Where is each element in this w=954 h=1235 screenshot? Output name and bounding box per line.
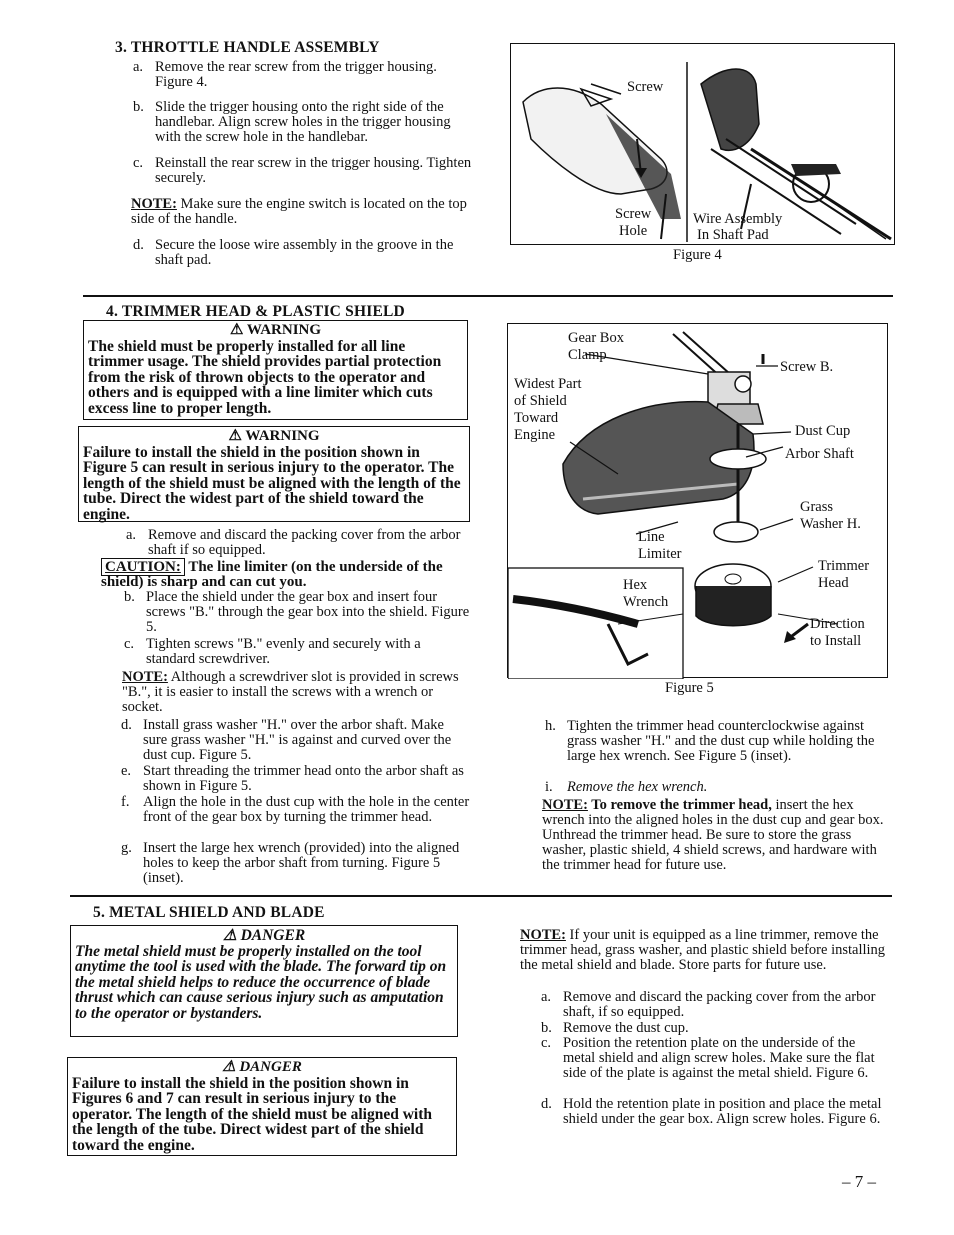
figure-4-label-screw-hole-1: Screw (615, 206, 652, 222)
step-text: Slide the trigger housing onto the right side of the handlebar. Align screw holes in the trigger housing with the screw hole in the handlebar. (155, 99, 451, 145)
figure-5-label-grass-1: Grass (800, 499, 834, 515)
figure-5-label-direction-1: Direction (810, 616, 865, 632)
step-text: Remove the rear screw from the trigger housing. Figure 4. (155, 59, 437, 90)
step-text: Remove the dust cup. (563, 1020, 689, 1036)
warning-2-text: Failure to install the shield in the position shown in Figure 5 can result in serious injury to the operator. The length of the shield must be aligned with the length of the tube. Direct the widest part of the shield toward the engine. (83, 443, 461, 523)
figure-4 (510, 43, 895, 245)
warning-1-heading: ⚠ WARNING (229, 322, 322, 338)
step-key: b. (124, 589, 135, 605)
note-text: insert the hex wrench into the aligned holes in the dust cup and gear box. Unthread the trimmer head. Be sure to store the grass washer, plastic shield, 4 shield screws, and hardware with the trimmer head for future use. (542, 797, 884, 873)
danger-box-1 (70, 925, 458, 1037)
figure-5-label-dust-cup: Dust Cup (795, 423, 851, 439)
figure-5-label-trimmer-1: Trimmer (818, 558, 870, 574)
section-4-step-e (121, 764, 471, 794)
section-4-step-b (124, 590, 471, 635)
section-5-step-c (541, 1036, 890, 1081)
section-divider (70, 895, 892, 897)
section-5-step-b (541, 1021, 890, 1036)
step-key: d. (121, 717, 132, 733)
step-text: Place the shield under the gear box and insert four screws "B." through the gear box into the shield. Figure 5. (146, 589, 470, 635)
step-key: e. (121, 763, 132, 779)
step-text: Remove the hex wrench. (567, 779, 708, 795)
section-4-step-h (545, 719, 890, 764)
warning-box-1 (83, 320, 468, 420)
section-4-title: 4. TRIMMER HEAD & PLASTIC SHIELD (106, 303, 405, 320)
step-key: b. (541, 1020, 552, 1036)
section-4-step-f (121, 795, 471, 825)
section-4-step-a (126, 528, 471, 558)
note-text: If your unit is equipped as a line trimmer, remove the trimmer head, grass washer, and plastic shield before installing the metal shield and blade. Store parts for future use. (520, 927, 886, 973)
step-text: Align the hole in the dust cup with the hole in the center front of the gear box by turning the trimmer head. (143, 794, 470, 825)
step-text: Install grass washer "H." over the arbor shaft. Make sure grass washer "H." is against and curved over the dust cup. Figure 5. (143, 717, 452, 763)
section-4-step-g (121, 841, 471, 886)
figure-5-label-gear-box-1: Gear Box (568, 330, 624, 346)
note-text: Although a screwdriver slot is provided in screws "B.", it is easier to install the screws with a wrench or socket. (122, 669, 459, 715)
figure-5-label-direction-2: to Install (810, 633, 862, 649)
section-3-title: 3. THROTTLE HANDLE ASSEMBLY (115, 39, 380, 56)
section-3-step-a (133, 60, 478, 90)
figure-5 (507, 323, 888, 678)
section-4-caution (101, 560, 473, 590)
figure-5-label-line-2: Limiter (638, 546, 682, 562)
note-label: NOTE: (131, 196, 177, 212)
figure-4-label-wire-1: Wire Assembly (693, 211, 783, 227)
step-key: c. (541, 1035, 552, 1051)
figure-5-label-gear-box-2: Clamp (568, 347, 607, 363)
figure-5-label-widest-1: Widest Part (514, 376, 582, 392)
section-5-title: 5. METAL SHIELD AND BLADE (93, 904, 325, 921)
section-5-step-d (541, 1097, 890, 1127)
note-text: Make sure the engine switch is located on the top side of the handle. (131, 196, 467, 227)
step-key: i. (545, 779, 553, 795)
section-4-step-c (124, 637, 471, 667)
step-text: Hold the retention plate in position and place the metal shield under the gear box. Align screw holes. Figure 6. (563, 1096, 882, 1127)
step-text: Start threading the trimmer head onto the arbor shaft as shown in Figure 5. (143, 763, 464, 794)
figure-5-label-widest-2: of Shield (514, 393, 567, 409)
step-key: d. (133, 237, 144, 253)
step-text: Remove and discard the packing cover from the arbor shaft, if so equipped. (563, 989, 876, 1020)
figure-5-label-hex-1: Hex (623, 577, 648, 593)
section-4-step-d (121, 718, 471, 763)
section-4-step-i (545, 780, 890, 795)
warning-box-2 (78, 426, 470, 522)
figure-5-label-widest-3: Toward (514, 410, 559, 426)
step-key: g. (121, 840, 132, 856)
step-key: c. (133, 155, 144, 171)
step-key: b. (133, 99, 144, 115)
figure-4-label-screw-hole-2: Hole (619, 223, 648, 239)
section-5-step-a (541, 990, 890, 1020)
step-key: h. (545, 718, 556, 734)
figure-5-label-hex-2: Wrench (623, 594, 669, 610)
caution-label: CAUTION: (101, 558, 185, 576)
step-key: a. (133, 59, 144, 75)
figure-5-label-line-1: Line (638, 529, 665, 545)
section-3-step-b (133, 100, 478, 145)
step-text: Remove and discard the packing cover from the arbor shaft if so equipped. (148, 527, 461, 558)
step-key: a. (541, 989, 552, 1005)
note-label: NOTE: (542, 797, 588, 813)
figure-5-label-screw-b: Screw B. (780, 359, 834, 375)
section-3-step-c (133, 156, 478, 186)
warning-2-heading: ⚠ WARNING (228, 428, 320, 444)
section-3-step-d (133, 238, 478, 268)
figure-4-caption: Figure 4 (673, 247, 722, 263)
section-4-note (122, 670, 472, 715)
note-label: NOTE: (122, 669, 168, 685)
danger-1-heading: ⚠ DANGER (222, 927, 306, 944)
section-4-note-2 (542, 798, 890, 873)
danger-box-2 (67, 1057, 457, 1156)
step-key: f. (121, 794, 130, 810)
step-text: Tighten the trimmer head counterclockwise against grass washer "H." and the dust cup while holding the large hex wrench. See Figure 5 (inset). (567, 718, 875, 764)
figure-5-caption: Figure 5 (665, 680, 714, 696)
section-3-note (131, 197, 481, 227)
note-bold-text: To remove the trimmer head, (587, 797, 772, 813)
step-key: c. (124, 636, 135, 652)
warning-1-text: The shield must be properly installed for all line trimmer usage. The shield provides partial protection from the risk of thrown objects to the operator and others and is equipped with a line limiter which cuts excess line to proper length. (88, 337, 442, 417)
section-5-note (520, 928, 890, 973)
step-key: a. (126, 527, 137, 543)
step-text: Insert the large hex wrench (provided) into the aligned holes to keep the arbor shaft from turning. Figure 5 (inset). (143, 840, 460, 886)
figure-5-label-trimmer-2: Head (818, 575, 849, 591)
section-divider (83, 295, 893, 297)
step-text: Tighten screws "B." evenly and securely with a standard screwdriver. (146, 636, 421, 667)
figure-4-label-screw: Screw (627, 79, 664, 95)
figure-5-label-widest-4: Engine (514, 427, 556, 443)
danger-1-text: The metal shield must be properly installed on the tool anytime the tool is used with the blade. The forward tip on the metal shield helps to reduce the occurrence of blade thrust which can cause serious injury such as amputation to the operator or bystanders. (75, 942, 447, 1022)
figure-5-label-grass-2: Washer H. (800, 516, 861, 532)
step-text: Secure the loose wire assembly in the groove in the shaft pad. (155, 237, 454, 268)
caution-text: The line limiter (on the underside of the shield) is sharp and can cut you. (101, 559, 443, 590)
danger-2-text: Failure to install the shield in the position shown in Figures 6 and 7 can result in serious injury to the operator. The length of the shield must be aligned with the length of the tube. Direct widest part of the shield toward the engine. (72, 1074, 432, 1154)
page-number: – 7 – (842, 1172, 876, 1191)
step-text: Position the retention plate on the underside of the metal shield and align screw holes. Make sure the flat side of the plate is against the metal shield. Figure 6. (563, 1035, 875, 1081)
danger-2-heading: ⚠ DANGER (222, 1059, 302, 1075)
note-label: NOTE: (520, 927, 566, 943)
step-text: Reinstall the rear screw in the trigger housing. Tighten securely. (155, 155, 472, 186)
step-key: d. (541, 1096, 552, 1112)
figure-5-label-arbor-shaft: Arbor Shaft (785, 446, 854, 462)
figure-4-label-wire-2: In Shaft Pad (697, 227, 769, 243)
